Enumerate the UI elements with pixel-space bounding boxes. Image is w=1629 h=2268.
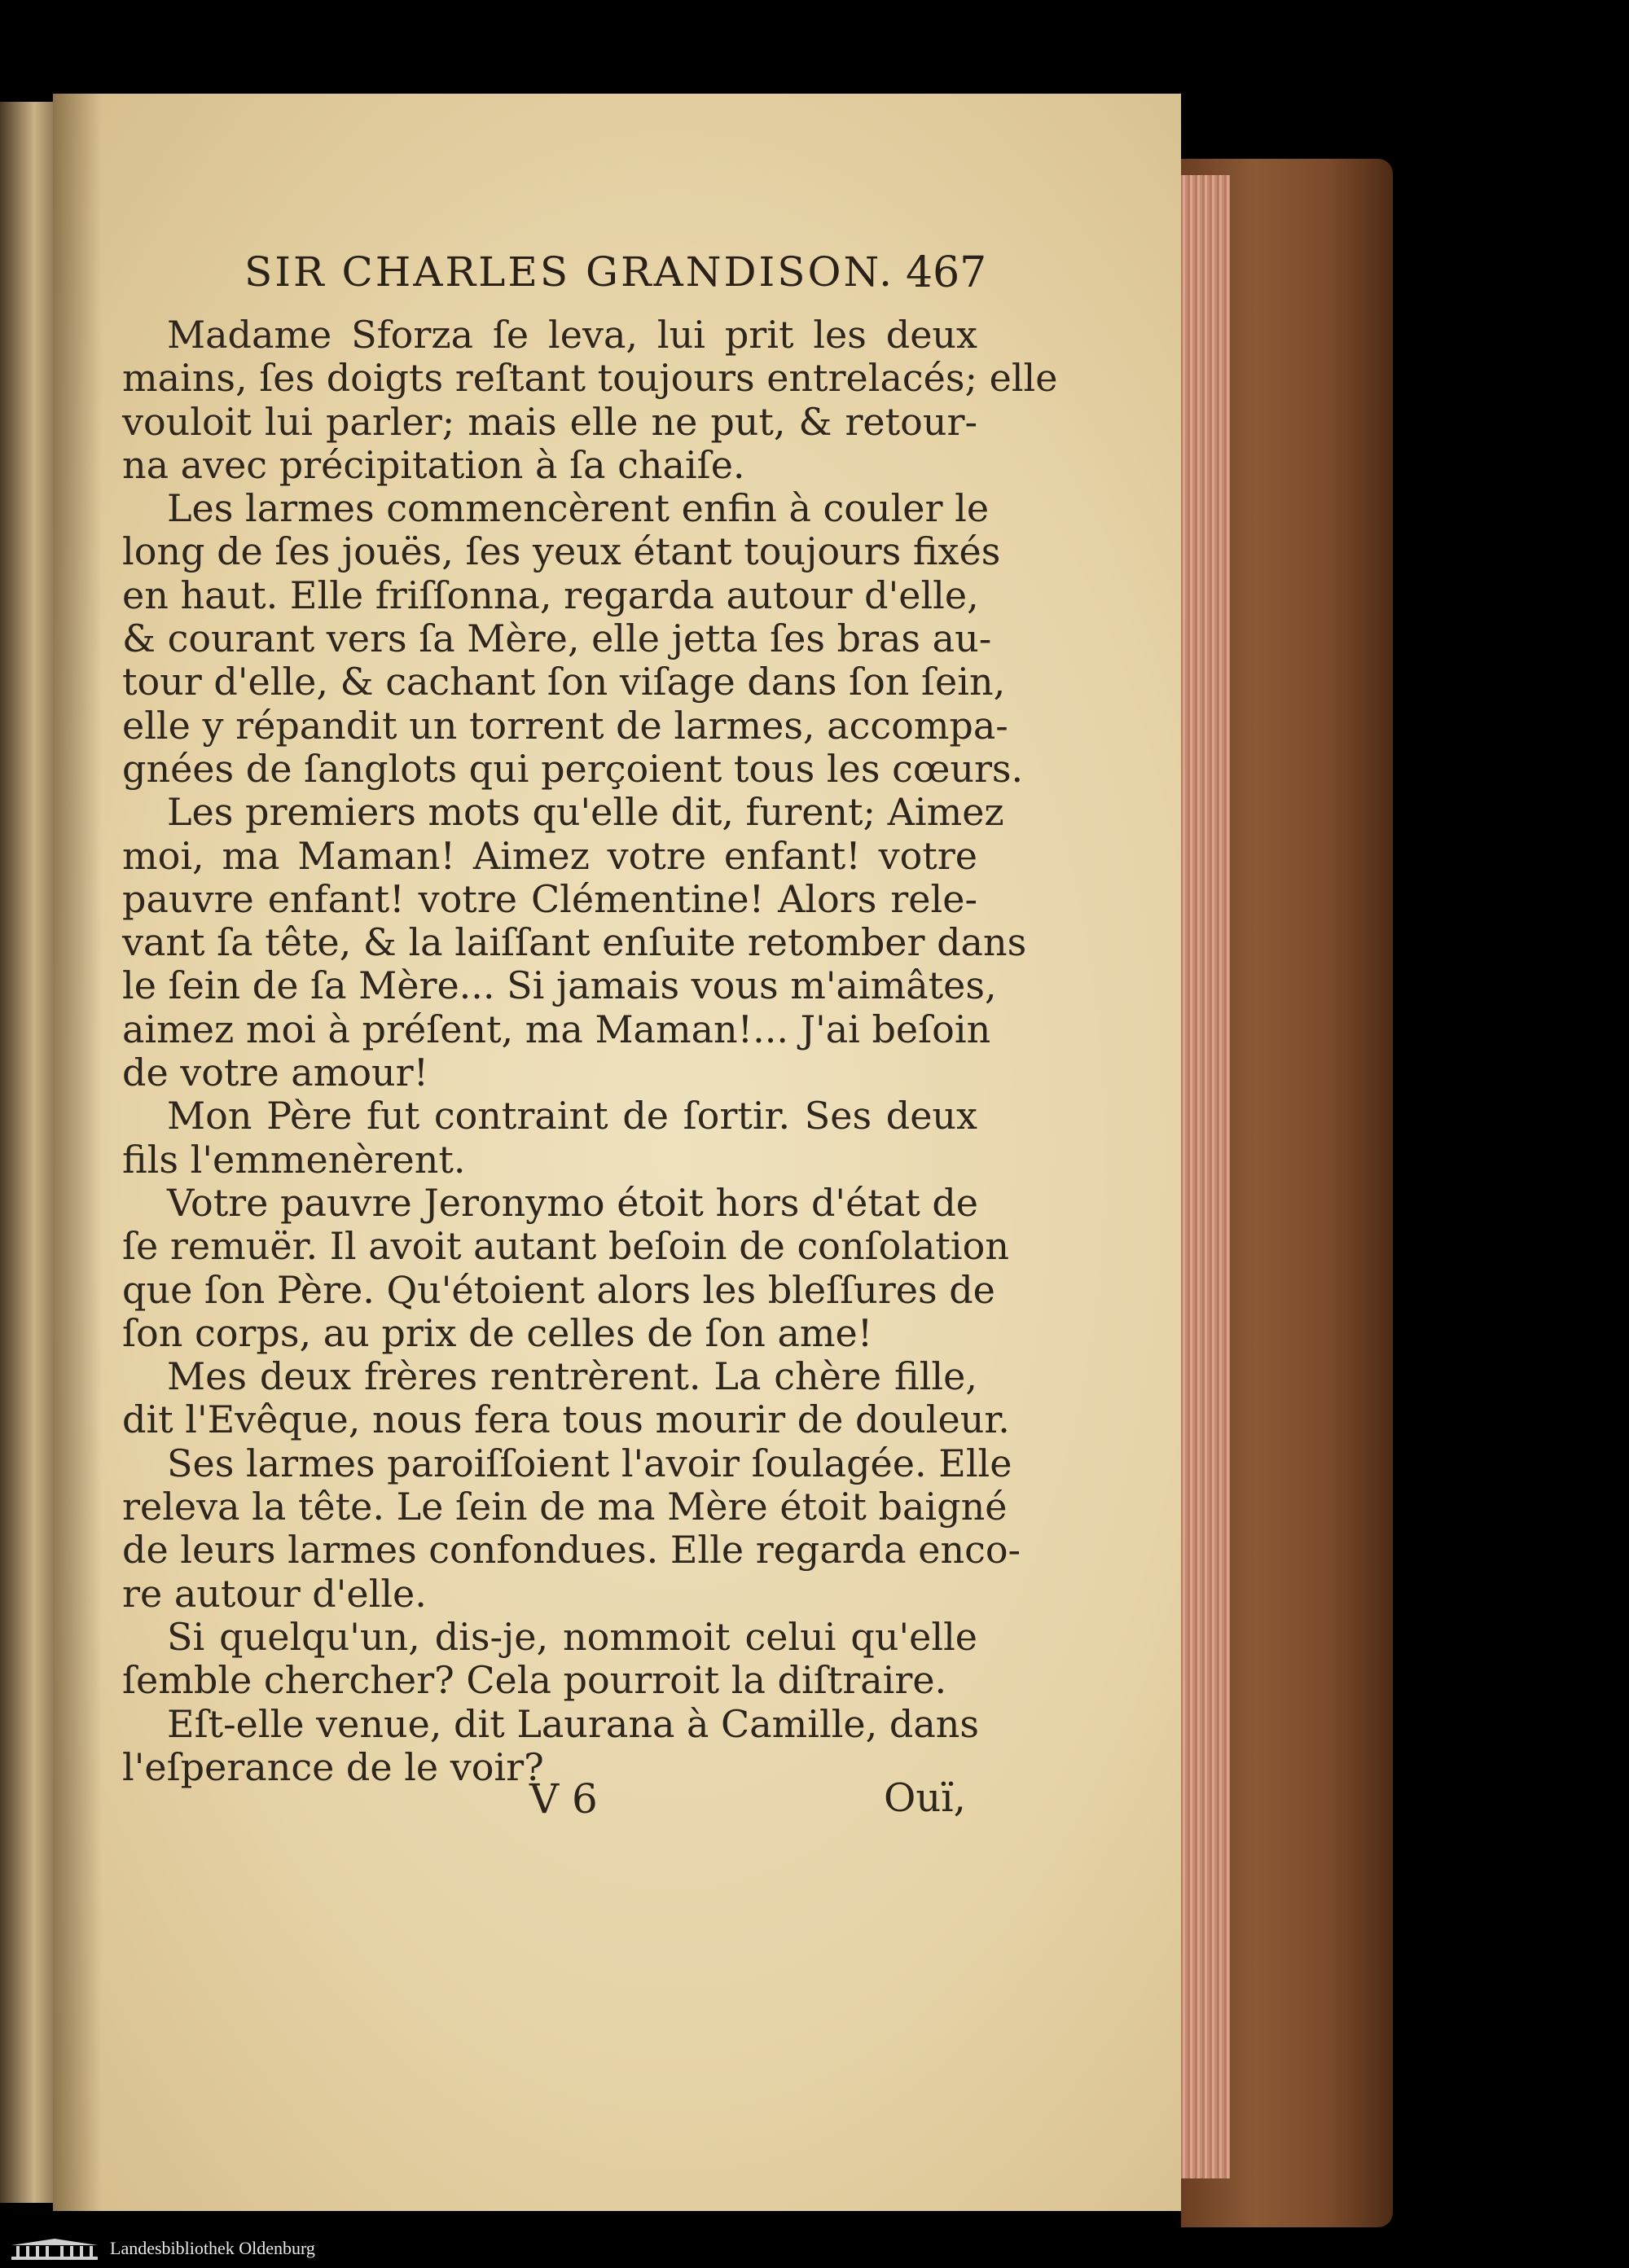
text-line: na avec précipitation à ſa chaiſe. — [122, 442, 745, 487]
text-line: moi, ma Maman! Aimez votre enfant! votre — [122, 833, 977, 878]
text-line: Si quelqu'un, dis-je, nommoit celui qu'elle — [167, 1614, 977, 1659]
text-line: re autour d'elle. — [122, 1571, 427, 1616]
text-line: Madame Sforza ſe leva, lui prit les deux — [167, 313, 977, 357]
text-line: ſon corps, au prix de celles de ſon ame! — [122, 1310, 873, 1355]
text-line: vant ſa tête, & la laiſſant enſuite retomber dans — [122, 920, 1027, 965]
text-line: releva la tête. Le ſein de ma Mère étoit baigné — [122, 1485, 1008, 1529]
library-building-icon — [10, 2237, 99, 2261]
text-line: long de ſes jouës, ſes yeux étant toujours fixés — [122, 529, 1001, 574]
text-line: vouloit lui parler; mais elle ne put, & retour- — [122, 399, 977, 444]
catchword: Ouï, — [884, 1775, 966, 1821]
signature-mark: V 6 — [529, 1775, 598, 1823]
text-line: ſemble chercher? Cela pourroit la diſtraire. — [122, 1658, 947, 1703]
text-line: le ſein de ſa Mère... Si jamais vous m'aimâtes, — [122, 963, 997, 1008]
text-line: en haut. Elle friſſonna, regarda autour d'elle, — [122, 572, 979, 617]
running-header: SIR CHARLES GRANDISON. — [244, 248, 894, 296]
text-line: Eſt-elle venue, dit Laurana à Camille, dans — [167, 1701, 979, 1746]
text-line: Mes deux frères rentrèrent. La chère fille, — [167, 1354, 977, 1399]
text-line: tour d'elle, & cachant ſon viſage dans ſon ſein, — [122, 660, 1006, 704]
text-line: elle y répandit un torrent de larmes, accompa- — [122, 703, 1008, 748]
facing-page-edge — [0, 102, 57, 2203]
text-line: de votre amour! — [122, 1051, 429, 1095]
text-line: Votre pauvre Jeronymo étoit hors d'état de — [167, 1180, 978, 1225]
text-line: mains, ſes doigts reſtant toujours entrelacés; elle — [122, 356, 1058, 401]
text-line: Mon Père fut contraint de ſortir. Ses deux — [167, 1094, 977, 1138]
page-edges — [1173, 175, 1230, 2178]
text-line: aimez moi à préſent, ma Maman!... J'ai beſoin — [122, 1007, 991, 1051]
text-line: gnées de ſanglots qui perçoient tous les cœurs. — [122, 746, 1024, 791]
text-line: Les premiers mots qu'elle dit, furent; Aimez — [167, 790, 1004, 835]
text-line: Les larmes commencèrent enfin à couler le — [167, 486, 990, 531]
text-line: & courant vers ſa Mère, elle jetta ſes bras au- — [122, 616, 992, 661]
text-line: dit l'Evêque, nous fera tous mourir de douleur. — [122, 1397, 1010, 1442]
text-line: fils l'emmenèrent. — [122, 1137, 466, 1182]
text-line: pauvre enfant! votre Clémentine! Alors rele- — [122, 876, 977, 921]
text-line: ſe remuër. Il avoit autant beſoin de conſolation — [122, 1224, 1009, 1269]
text-line: de leurs larmes confondues. Elle regarda enco- — [122, 1528, 1021, 1573]
text-line: l'eſperance de le voir? — [122, 1744, 544, 1789]
page-gutter-shadow — [53, 94, 102, 2211]
text-line: Ses larmes paroiſſoient l'avoir ſoulagée. Elle — [167, 1441, 1012, 1485]
institution-name: Landesbibliothek Oldenburg — [110, 2238, 315, 2258]
page-body-text — [122, 313, 1058, 1789]
text-line: que ſon Père. Qu'étoient alors les bleſſures de — [122, 1267, 995, 1312]
page-number: 467 — [906, 248, 987, 297]
